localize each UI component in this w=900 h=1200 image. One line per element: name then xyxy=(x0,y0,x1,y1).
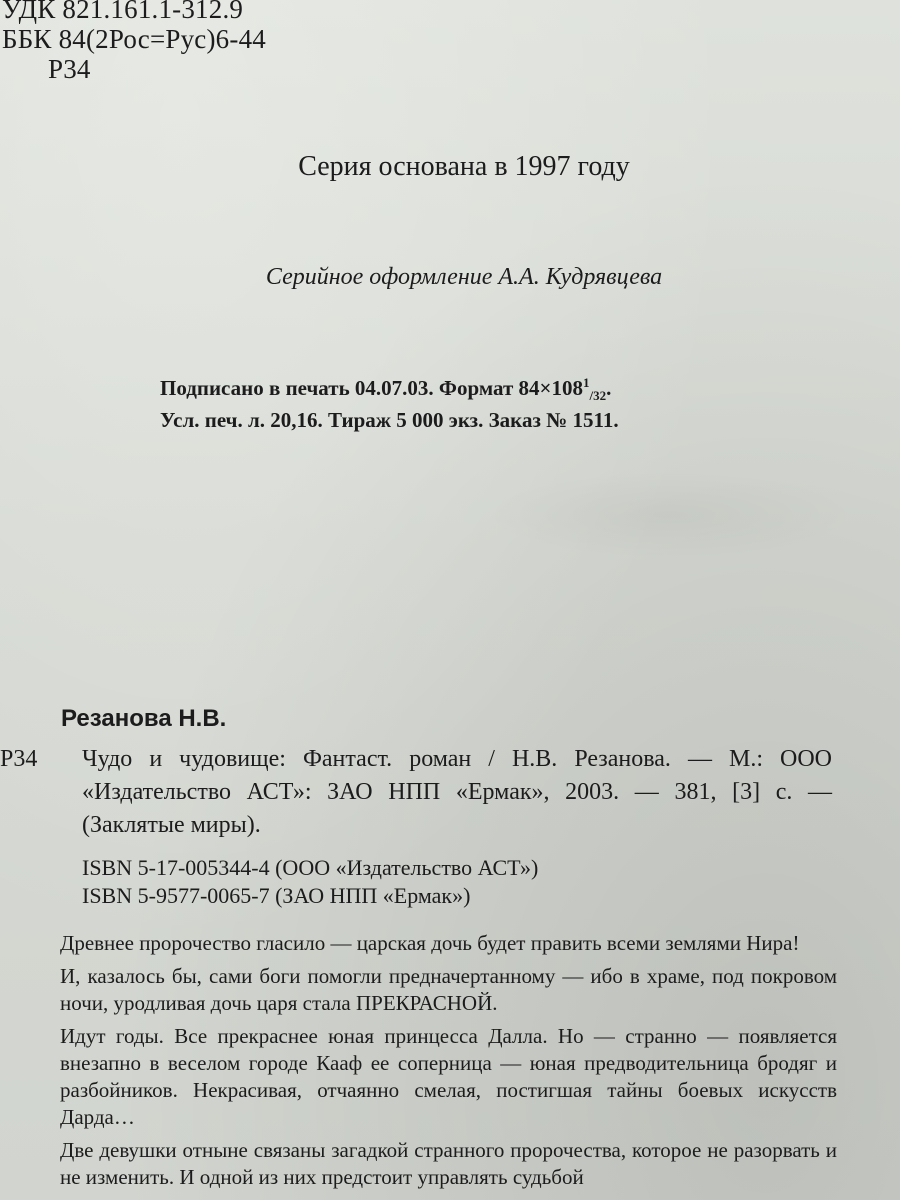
bib-author-mark: Р34 xyxy=(0,746,38,772)
udk-code: УДК 821.161.1-312.9 xyxy=(2,0,244,24)
author-mark: Р34 xyxy=(48,54,91,84)
classification-block xyxy=(2,0,266,84)
author-heading: Резанова Н.В. xyxy=(61,705,227,732)
annotation-paragraph: Идут годы. Все прекраснее юная принцесса Далла. Но — странно — появляется внезапно в веселом городе Кааф ее соперница — юная предводительница бродяг и разбойников. Некрасивая, отчаянно смелая, постигшая тайны боевых искусств Дарда… xyxy=(60,1024,837,1129)
series-note xyxy=(0,150,900,184)
format-fraction-numerator: 1 xyxy=(582,375,590,390)
isbn-line: ISBN 5-9577-0065-7 (ЗАО НПП «Ермак») xyxy=(82,883,471,908)
bib-description: Чудо и чудовище: Фантаст. роман / Н.В. Резанова. — М.: ООО «Издательство АСТ»: ЗАО НПП «Ермак», 2003. — 381, [3] с. —(Заклятые миры). xyxy=(82,746,832,838)
print-info-line-2: Усл. печ. л. 20,16. Тираж 5 000 экз. Заказ № 1511. xyxy=(160,408,619,432)
annotation-paragraph: Древнее пророчество гласило — царская дочь будет править всеми землями Нира! xyxy=(60,931,800,955)
format-fraction-denominator: /32 xyxy=(589,388,607,404)
print-format-end: . xyxy=(606,376,612,400)
annotation xyxy=(60,930,837,1197)
isbn-line: ISBN 5-17-005344-4 (ООО «Издательство АСТ») xyxy=(82,855,539,880)
bbk-code: ББК 84(2Рос=Рус)6-44 xyxy=(2,24,266,54)
print-info xyxy=(160,372,619,436)
print-info-line-1 xyxy=(160,372,619,404)
series-note-text: Серия основана в 1997 году xyxy=(298,151,630,182)
design-note-text: Серийное оформление А.А. Кудрявцева xyxy=(265,264,663,290)
print-format-text: Подписано в печать 04.07.03. Формат 84×108 xyxy=(160,376,583,400)
annotation-paragraph: И, казалось бы, сами боги помогли предначертанному — ибо в храме, под покровом ночи, уродливая дочь царя стала ПРЕКРАСНОЙ. xyxy=(60,964,837,1015)
paper-shadow xyxy=(480,470,860,560)
isbn-block xyxy=(82,854,538,910)
annotation-paragraph: Две девушки отныне связаны загадкой странного пророчества, которое не разорвать и не изменить. И одной из них предстоит управлять судьбой xyxy=(60,1138,837,1189)
design-note xyxy=(0,262,900,292)
